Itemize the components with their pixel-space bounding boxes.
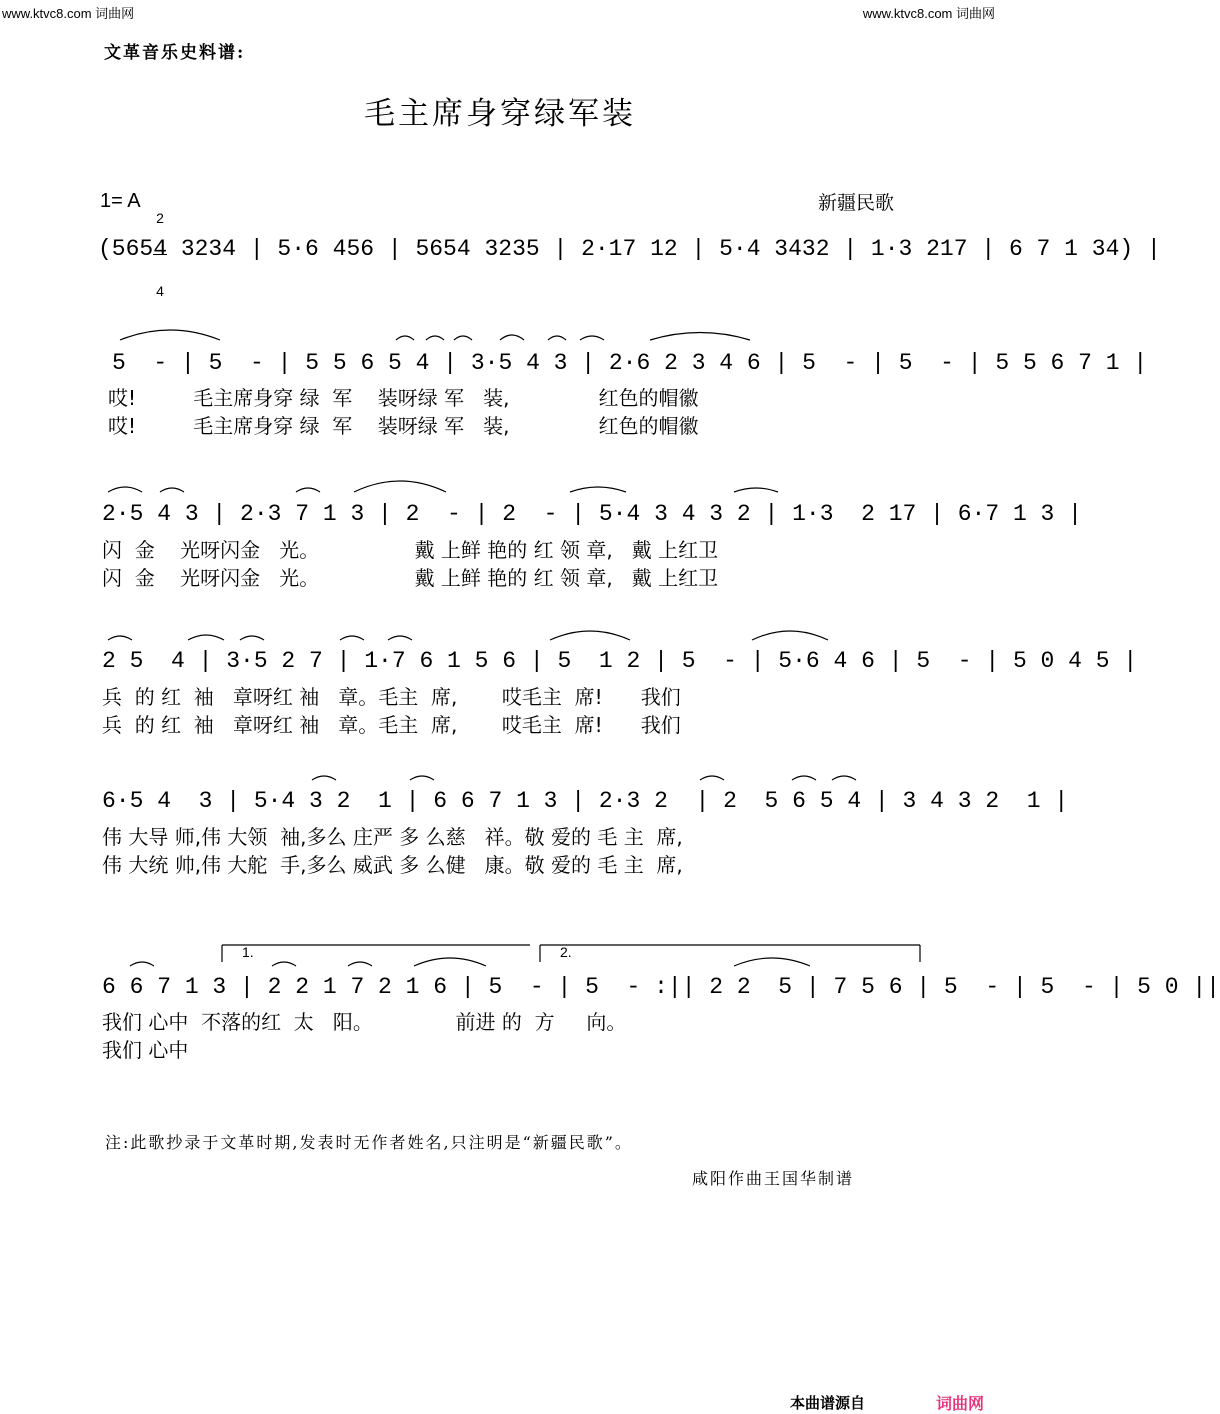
volta-2-label: 2. — [560, 944, 572, 960]
slur — [500, 335, 524, 340]
score-row-2-notes: 5 - | 5 - | 5 5 6 5 4 | 3·5 4 3 | 2·6 2 3 4 6 | 5 - | 5 - | 5 5 6 7 1 | — [112, 350, 1148, 376]
slur — [240, 636, 264, 640]
slur — [108, 636, 132, 640]
time-signature-bottom: 4 — [156, 283, 164, 299]
slur — [414, 958, 486, 966]
slur — [296, 488, 320, 492]
score-row-intro-notes: (5654 3234 | 5·6 456 | 5654 3235 | 2·17 12 | 5·4 3432 | 1·3 217 | 6 7 1 34) | — [98, 236, 1161, 262]
slur — [312, 776, 336, 780]
score-row-4-notes: 2 5 4 | 3·5 2 7 | 1·7 6 1 5 6 | 5 1 2 | 5 - | 5·6 4 6 | 5 - | 5 0 4 5 | — [102, 648, 1138, 674]
slur — [130, 962, 154, 966]
score-row-4-lyrics-verse-1: 兵 的 红 袖 章呀红 袖 章。毛主 席, 哎毛主 席! 我们 — [102, 685, 681, 709]
site-watermark-right: www.ktvc8.com 词曲网 — [862, 6, 995, 21]
slur — [396, 336, 414, 340]
score-row-3-lyrics-verse-2: 闪 金 光呀闪金 光。 戴 上鲜 艳的 红 领 章, 戴 上红卫 — [102, 566, 719, 590]
slur — [272, 962, 296, 966]
score-row-6-lyrics-verse-1: 我们 心中 不落的红 太 阳。 前进 的 方 向。 — [102, 1010, 627, 1034]
slur — [340, 636, 364, 640]
score-row-4-lyrics-verse-2: 兵 的 红 袖 章呀红 袖 章。毛主 席, 哎毛主 席! 我们 — [102, 713, 681, 737]
slur — [388, 636, 412, 640]
slur — [550, 631, 630, 640]
slur — [120, 330, 220, 340]
slur — [348, 962, 372, 966]
transcriber-credit: 咸阳作曲王国华制谱 — [692, 1169, 855, 1188]
slur — [354, 481, 446, 492]
slur — [160, 488, 184, 492]
slur — [108, 487, 142, 492]
key-signature: 1= A — [100, 190, 141, 212]
score-row-2-lyrics-verse-1: 哎! 毛主席身穿 绿 军 装呀绿 军 装, 红色的帽徽 — [108, 386, 699, 410]
score-row-5-notes: 6·5 4 3 | 5·4 3 2 1 | 6 6 7 1 3 | 2·3 2 | 2 5 6 5 4 | 3 4 3 2 1 | — [102, 788, 1069, 814]
score-row-2-lyrics-verse-2: 哎! 毛主席身穿 绿 军 装呀绿 军 装, 红色的帽徽 — [108, 414, 699, 438]
source-label: 本曲谱源自 — [790, 1394, 866, 1412]
slur — [832, 776, 856, 780]
slur — [548, 336, 566, 340]
song-title: 毛主席身穿绿军装 — [364, 96, 636, 132]
slur — [410, 776, 434, 780]
score-row-6-lyrics-verse-2: 我们 心中 — [102, 1038, 189, 1062]
footnote: 注:此歌抄录于文革时期,发表时无作者姓名,只注明是“新疆民歌”。 — [105, 1133, 633, 1152]
score-row-5-lyrics-verse-2: 伟 大统 帅,伟 大舵 手,多么 威武 多 么健 康。敬 爱的 毛 主 席, — [102, 853, 683, 877]
song-origin: 新疆民歌 — [818, 192, 895, 214]
source-brand-link[interactable]: 词曲网 — [936, 1394, 985, 1413]
slur — [454, 336, 472, 340]
score-row-5-lyrics-verse-1: 伟 大导 师,伟 大领 袖,多么 庄严 多 么慈 祥。敬 爱的 毛 主 席, — [102, 825, 683, 849]
score-row-3-lyrics-verse-1: 闪 金 光呀闪金 光。 戴 上鲜 艳的 红 领 章, 戴 上红卫 — [102, 538, 719, 562]
time-signature-top: 2 — [156, 210, 164, 226]
slur — [650, 333, 750, 341]
collection-label: 文革音乐史料谱: — [104, 43, 246, 63]
slur — [188, 635, 224, 640]
slur — [752, 631, 828, 640]
site-watermark-left: www.ktvc8.com 词曲网 — [2, 6, 135, 21]
score-row-3-notes: 2·5 4 3 | 2·3 7 1 3 | 2 - | 2 - | 5·4 3 4 3 2 | 1·3 2 17 | 6·7 1 3 | — [102, 501, 1082, 527]
slur — [734, 488, 778, 492]
slur — [734, 958, 810, 966]
slur — [792, 776, 816, 780]
slur — [426, 336, 444, 340]
volta-1-label: 1. — [242, 944, 254, 960]
slur — [700, 776, 724, 780]
score-row-6-notes: 6 6 7 1 3 | 2 2 1 7 2 1 6 | 5 - | 5 - :|| 2 2 5 | 7 5 6 | 5 - | 5 - | 5 0 || — [102, 974, 1220, 1000]
slur — [570, 487, 626, 492]
slur — [580, 336, 604, 340]
